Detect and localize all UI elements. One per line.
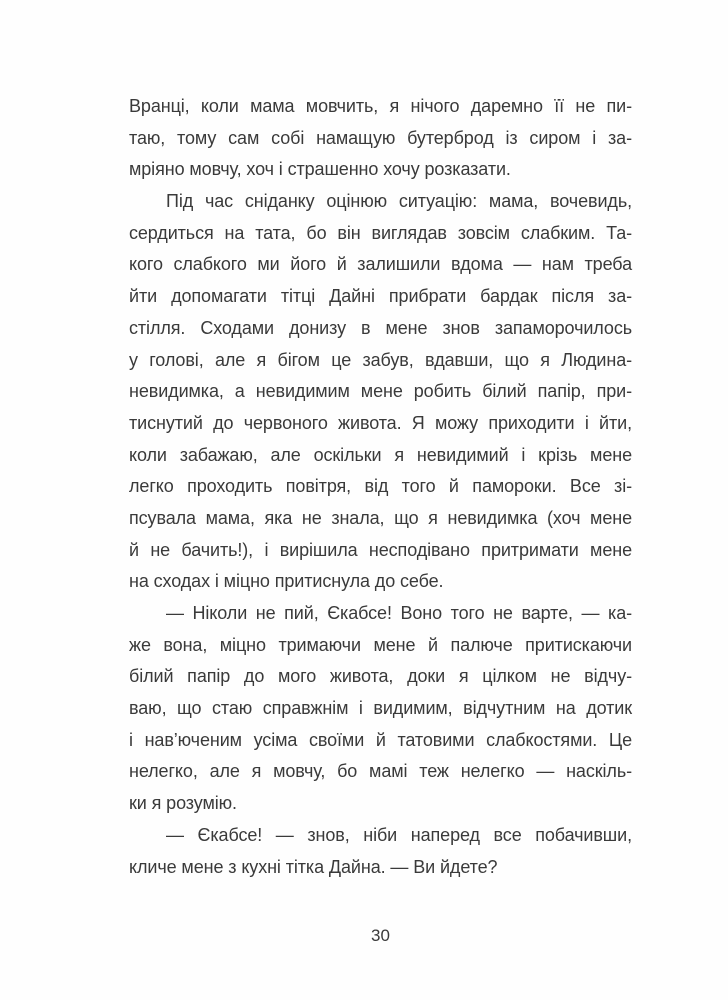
text-line: Вранці, коли мама мовчить, я нічого даремно її не пи- xyxy=(129,96,632,116)
text-line: мріяно мовчу, хоч і страшенно хочу розказати. xyxy=(129,159,511,180)
page-text xyxy=(129,91,632,883)
text-line: на сходах і міцно притиснула до себе. xyxy=(129,571,444,592)
text-line: і нав’юченим усіма своїми й татовими слабкостями. Це xyxy=(129,729,632,750)
text-line: йти допомагати тітці Дайні прибрати бардак після за- xyxy=(129,286,632,307)
text-line: — Ніколи не пий, Єкабсе! Воно того не варте, — ка- xyxy=(166,603,632,623)
text-line: — Єкабсе! — знов, ніби наперед все побачивши, xyxy=(166,824,632,845)
text-line: тиснутий до червоного живота. Я можу приходити і йти, xyxy=(129,412,632,433)
page-number: 30 xyxy=(371,926,390,945)
text-line: невидимка, а невидимим мене робить білий папір, при- xyxy=(129,381,632,402)
text-line: Під час сніданку оцінюю ситуацію: мама, вочевидь, xyxy=(166,191,632,212)
text-line: же вона, міцно тримаючи мене й палюче притискаючи xyxy=(129,634,632,655)
text-line: білий папір до мого живота, доки я цілком не відчу- xyxy=(129,666,632,687)
text-line: ваю, що стаю справжнім і видимим, відчутним на дотик xyxy=(129,698,632,719)
text-line: у голові, але я бігом це забув, вдавши, що я Людина- xyxy=(129,349,632,370)
paragraph xyxy=(129,186,632,598)
text-line: ки я розумію. xyxy=(129,793,237,814)
paragraph xyxy=(129,598,632,820)
text-line: й не бачить!), і вирішила несподівано притримати мене xyxy=(129,539,632,560)
paragraph xyxy=(129,91,632,186)
text-line: таю, тому сам собі намащую бутерброд із сиром і за- xyxy=(129,127,632,148)
text-line: коли забажаю, але оскільки я невидимий і крізь мене xyxy=(129,444,632,465)
text-line: сердиться на тата, бо він виглядав зовсім слабким. Та- xyxy=(129,222,632,243)
paragraph xyxy=(129,820,632,883)
text-line: кличе мене з кухні тітка Дайна. — Ви йдете? xyxy=(129,856,498,877)
text-line: кого слабкого ми його й залишили вдома — нам треба xyxy=(129,254,632,275)
text-line: стілля. Сходами донизу в мене знов запаморочилось xyxy=(129,317,632,338)
text-line: легко проходить повітря, від того й памороки. Все зі- xyxy=(129,476,632,497)
text-line: псувала мама, яка не знала, що я невидимка (хоч мене xyxy=(129,507,632,528)
text-line: нелегко, але я мовчу, бо мамі теж нелегко — наскіль- xyxy=(129,761,632,782)
